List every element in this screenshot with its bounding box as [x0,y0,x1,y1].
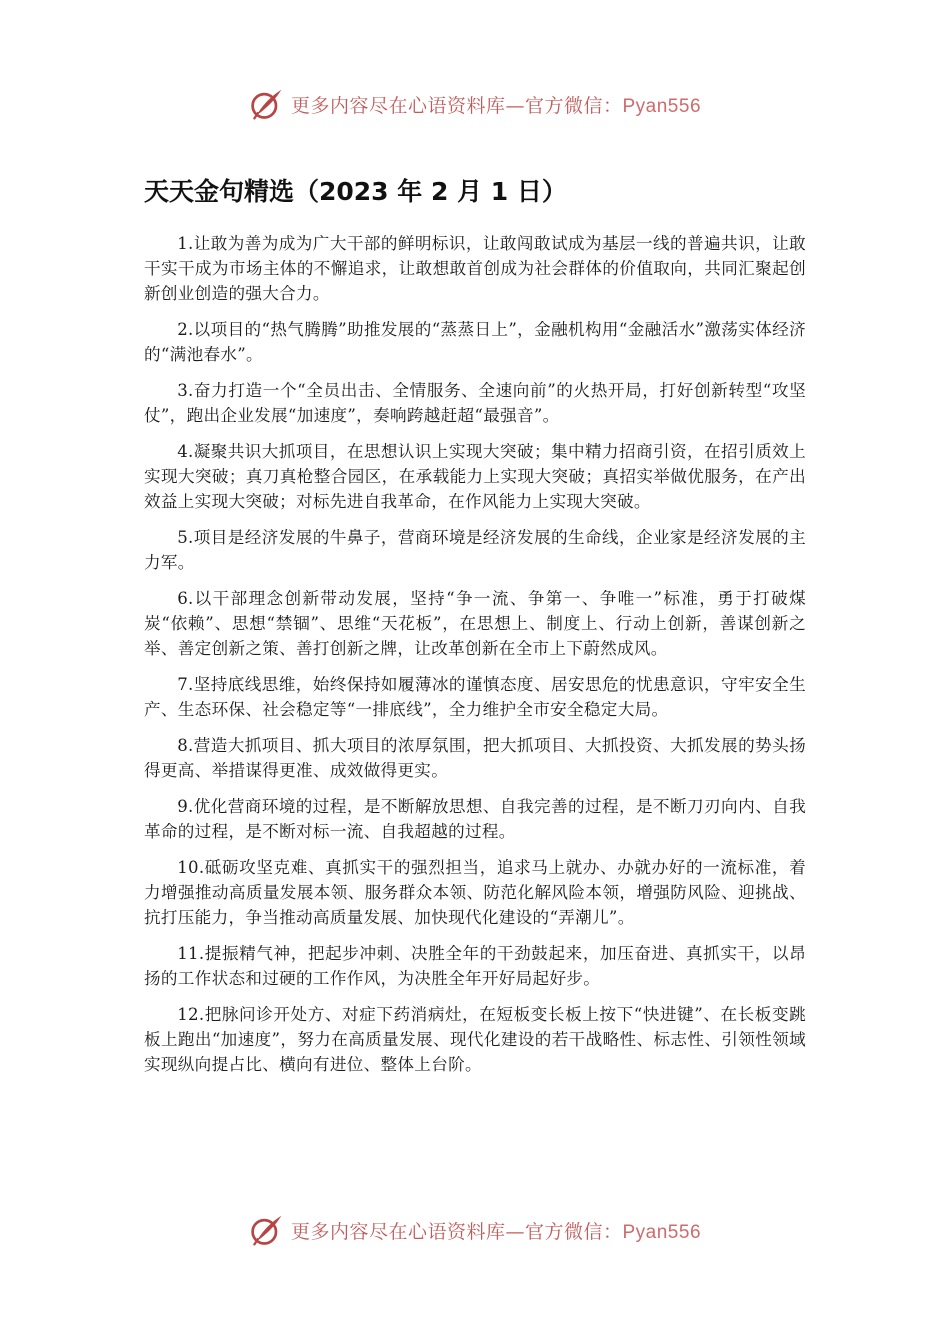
footer-banner-text [291,1217,701,1244]
quote-paragraph-1: 1.让敢为善为成为广大干部的鲜明标识，让敢闯敢试成为基层一线的普遍共识，让敢干实干成为市场主体的不懈追求，让敢想敢首创成为社会群体的价值取向，共同汇聚起创新创业创造的强大合力。 [144,234,806,303]
page-title: 天天金句精选（2023 年 2 月 1 日） [144,177,567,206]
quote-paragraph-2: 2.以项目的“热气腾腾”助推发展的“蒸蒸日上”，金融机构用“金融活水”激荡实体经济的“满池春水”。 [144,320,806,364]
quote-paragraph-7: 7.坚持底线思维，始终保持如履薄冰的谨慎态度、居安思危的忧患意识，守牢安全生产、生态环保、社会稳定等“一排底线”，全力维护全市安全稳定大局。 [144,675,806,719]
quote-paragraph-3: 3.奋力打造一个“全员出击、全情服务、全速向前”的火热开局，打好创新转型“攻坚仗”，跑出企业发展“加速度”，奏响跨越赶超“最强音”。 [144,381,806,425]
quote-paragraph-12: 12.把脉问诊开处方、对症下药消病灶，在短板变长板上按下“快进键”、在长板变跳板上跑出“加速度”，努力在高质量发展、现代化建设的若干战略性、标志性、引领性领域实现纵向提占比、横向有进位、整体上台阶。 [144,1005,806,1074]
header-banner-text [291,91,701,118]
quote-list [144,231,806,1088]
footer-banner-label: 更多内容尽在心语资料库—官方微信： [290,1220,623,1243]
footer-wechat-id: Pyan556 [622,1221,702,1243]
quote-paragraph-6: 6.以干部理念创新带动发展，坚持“争一流、争第一、争唯一”标准，勇于打破煤炭“依赖”、思想“禁锢”、思维“天花板”，在思想上、制度上、行动上创新，善谋创新之举、善定创新之策、善打创新之牌，让改革创新在全市上下蔚然成风。 [144,589,806,658]
quote-paragraph-8: 8.营造大抓项目、抓大项目的浓厚氛围，把大抓项目、大抓投资、大抓发展的势头扬得更高、举措谋得更准、成效做得更实。 [144,736,806,780]
quote-paragraph-11: 11.提振精气神，把起步冲刺、决胜全年的干劲鼓起来，加压奋进、真抓实干，以昂扬的工作状态和过硬的工作作风，为决胜全年开好局起好步。 [144,944,806,988]
quote-paragraph-10: 10.砥砺攻坚克难、真抓实干的强烈担当，追求马上就办、办就办好的一流标准，着力增强推动高质量发展本领、服务群众本领、防范化解风险本领，增强防风险、迎挑战、抗打压能力，争当推动高质量发展、加快现代化建设的“弄潮儿”。 [144,858,806,927]
quill-logo-icon [249,1212,285,1248]
quote-paragraph-5: 5.项目是经济发展的牛鼻子，营商环境是经济发展的生命线，企业家是经济发展的主力军。 [144,528,806,572]
footer-banner [0,1208,950,1252]
header-wechat-id: Pyan556 [622,95,702,117]
quote-paragraph-9: 9.优化营商环境的过程，是不断解放思想、自我完善的过程，是不断刀刃向内、自我革命的过程，是不断对标一流、自我超越的过程。 [144,797,806,841]
quote-paragraph-4: 4.凝聚共识大抓项目，在思想认识上实现大突破；集中精力招商引资，在招引质效上实现大突破；真刀真枪整合园区，在承载能力上实现大突破；真招实举做优服务，在产出效益上实现大突破；对标先进自我革命，在作风能力上实现大突破。 [144,442,806,511]
quill-logo-icon [249,86,285,122]
header-banner [0,82,950,126]
header-banner-label: 更多内容尽在心语资料库—官方微信： [290,94,623,117]
